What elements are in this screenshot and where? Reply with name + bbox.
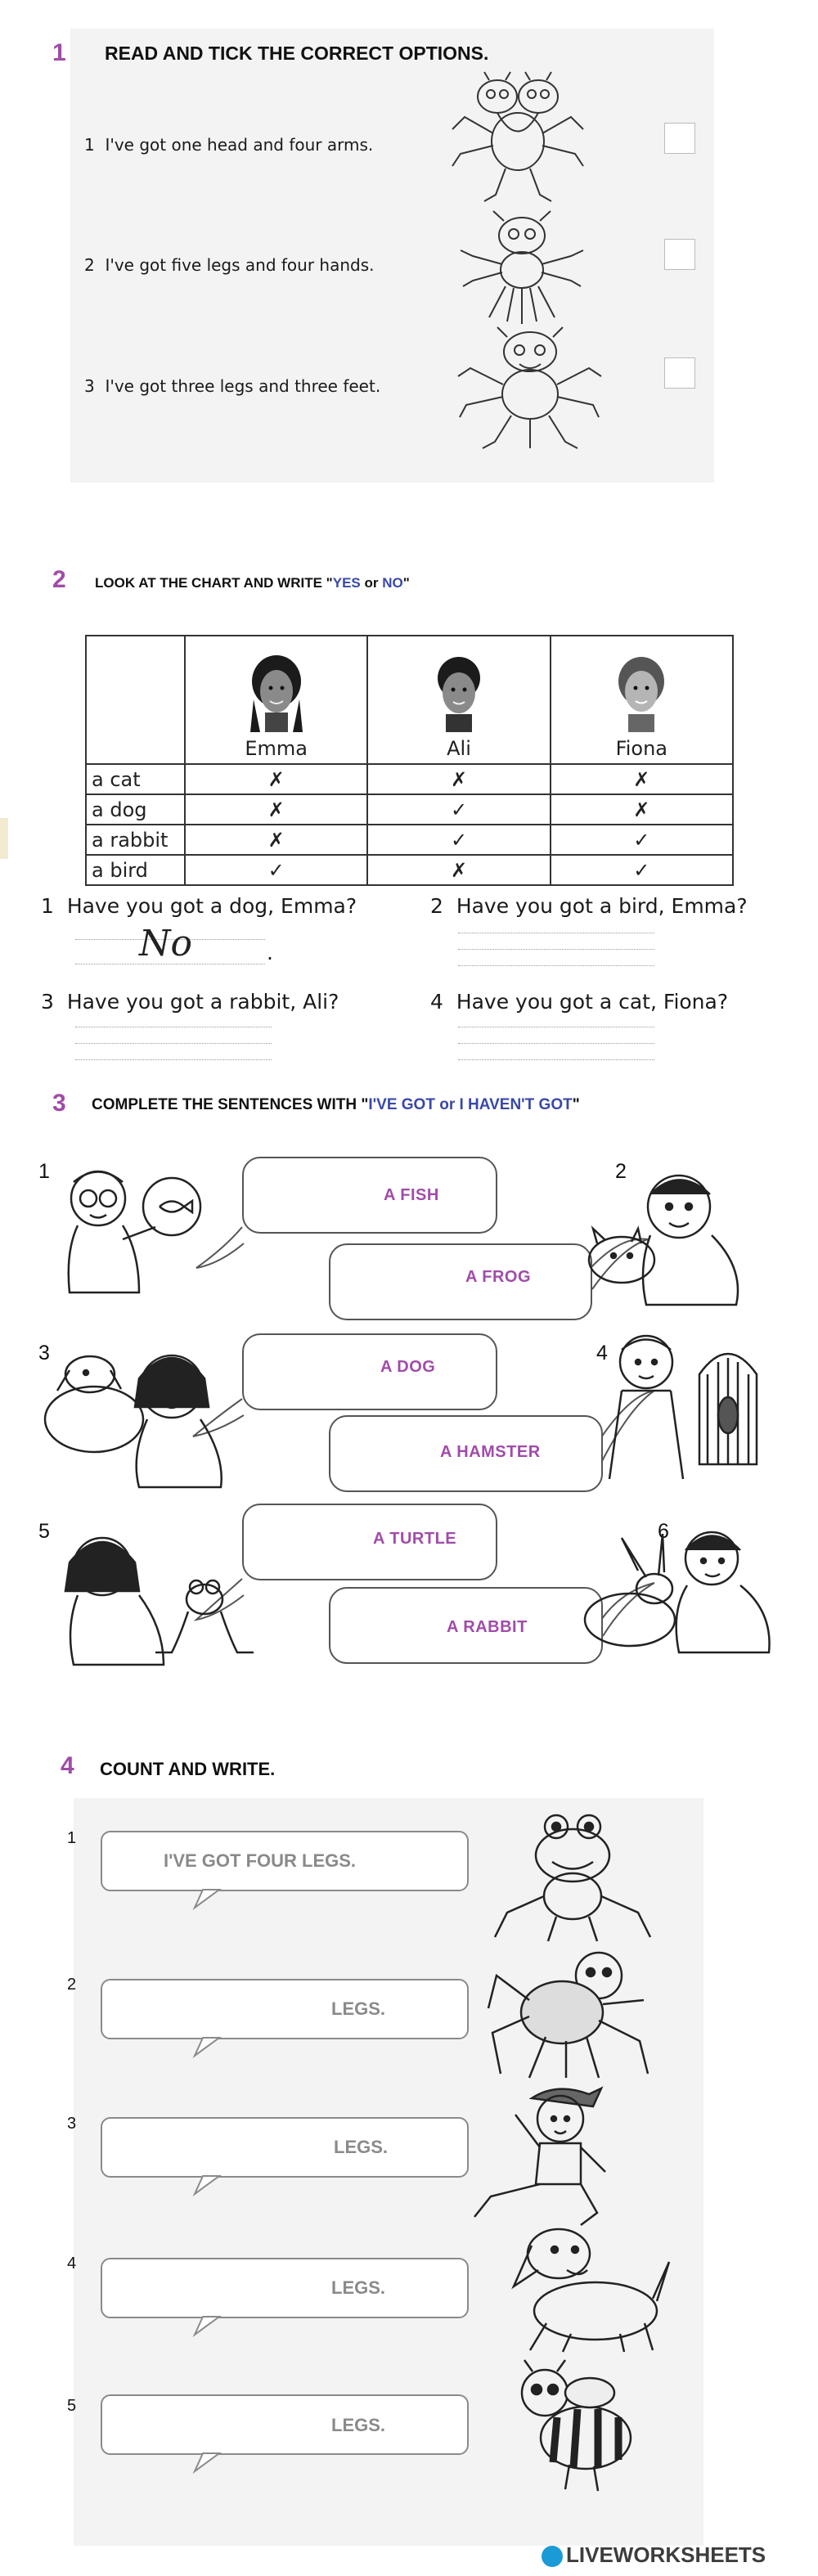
title-no: NO [382,575,403,591]
tick-mark: ✓ [551,855,733,885]
column-label: Emma [245,737,308,760]
item-number: 1 [38,1160,50,1183]
cross-mark: ✗ [551,764,733,794]
question-text: Have you got a rabbit, Ali? [66,990,339,1014]
answer-text: LEGS. [331,2277,386,2298]
answer-text: I'VE GOT FOUR LEGS. [164,1850,357,1871]
answer-line[interactable] [458,1043,654,1044]
title-text: LOOK AT THE CHART AND WRITE " [95,575,333,591]
frog-illustration [491,1806,654,1945]
cross-mark: ✗ [185,794,367,825]
answer-line[interactable] [458,1059,654,1060]
chart-col-fiona [551,636,733,764]
item-number: 3 [38,1342,50,1364]
item-text: I've got three legs and three feet. [105,376,381,396]
handwritten-answer-1[interactable]: No [139,923,192,964]
title-text: COMPLETE THE SENTENCES WITH " [92,1096,369,1113]
row-label: a cat [86,764,185,794]
title-quote: " [402,575,410,591]
question-text: Have you got a dog, Emma? [66,894,357,918]
chart-row-dog [86,794,733,825]
answer-period: . [267,941,273,964]
speech-bubble-5[interactable] [242,1504,497,1580]
item-number: 1 [84,135,95,155]
question-number: 4 [430,990,443,1014]
girl-photo [244,650,309,732]
cross-mark: ✗ [367,764,550,794]
monster-illustration-1 [448,72,587,207]
section1-number: 1 [52,39,66,66]
boy-photo [426,650,492,732]
item-number: 2 [84,255,95,275]
section2-title [95,575,410,591]
dog-illustration [481,2221,673,2356]
row-label: a dog [86,794,185,825]
bee-illustration [488,2360,651,2499]
tick-checkbox-2[interactable] [664,239,695,270]
item-number: 4 [596,1342,608,1364]
section3-title [92,1096,580,1114]
tick-mark: ✓ [551,825,733,855]
bubble-word: A HAMSTER [440,1443,541,1461]
liveworksheets-logo-icon [542,2546,563,2567]
chart-corner-cell [86,636,185,764]
item-number: 6 [658,1520,669,1543]
title-highlight: I'VE GOT or I HAVEN'T GOT [368,1096,573,1113]
tick-mark: ✓ [367,825,550,855]
item-number: 5 [38,1520,50,1543]
question-text: Have you got a bird, Emma? [456,894,748,918]
tick-mark: ✓ [185,855,367,885]
girl-with-dog-illustration [25,1342,237,1489]
question-number: 2 [430,894,443,918]
cross-mark: ✗ [185,764,367,794]
chart-row-rabbit [86,825,733,855]
spider-illustration [484,1943,656,2082]
question-4 [430,990,728,1014]
monster-illustration-3 [458,327,601,454]
bubble-word: A DOG [380,1358,436,1376]
pets-chart-table [85,635,734,886]
side-tab [0,818,8,859]
tick-checkbox-1[interactable] [664,123,695,154]
chart-header-row [86,636,733,764]
answer-text: LEGS. [334,2137,389,2157]
boy-with-rabbit-illustration [564,1522,777,1661]
question-1 [41,894,357,918]
item-number: 1 [67,1829,77,1847]
question-number: 3 [41,990,54,1014]
section1-title: READ AND TICK THE CORRECT OPTIONS. [105,43,489,64]
brand-footer[interactable]: LIVEWORKSHEETS [566,2542,766,2567]
bubble-word: A RABBIT [447,1618,528,1636]
item-number: 2 [615,1160,627,1183]
answer-text: LEGS. [331,2415,386,2435]
boy-illustration [458,2082,646,2229]
section4-title: COUNT AND WRITE. [100,1759,276,1779]
answer-line[interactable] [75,1043,272,1044]
bubble-word: A FROG [465,1268,532,1286]
item-number: 3 [67,2115,77,2133]
cross-mark: ✗ [185,825,367,855]
item-number: 5 [67,2397,77,2415]
question-2 [430,894,748,918]
girl-photo [609,650,674,732]
answer-line[interactable] [458,965,654,966]
item-number: 2 [67,1976,77,1994]
question-text: Have you got a cat, Fiona? [456,990,729,1014]
speech-bubble-2[interactable] [329,1243,592,1320]
speech-bubble-3[interactable] [242,1333,497,1410]
answer-line[interactable] [75,1059,272,1060]
bubble-word: A TURTLE [373,1530,457,1548]
title-or: or [360,575,383,591]
cross-mark: ✗ [551,794,733,825]
item-text: I've got five legs and four hands. [105,255,375,275]
question-3 [41,990,339,1014]
answer-box-tails [0,1800,818,2536]
column-label: Fiona [615,737,667,760]
row-label: a bird [86,855,185,885]
chart-col-emma [185,636,367,764]
speech-bubble-1[interactable] [242,1157,497,1234]
monster-illustration-2 [456,211,587,330]
chart-col-ali [367,636,550,764]
question-number: 1 [41,894,54,918]
girl-with-frog-illustration [57,1530,270,1669]
item-number: 3 [84,376,95,396]
chart-row-cat [86,764,733,794]
section2-number: 2 [52,566,66,593]
section3-number: 3 [52,1090,66,1117]
item-text: I've got one head and four arms. [105,135,374,155]
bubble-word: A FISH [384,1186,439,1204]
boy-with-parrot-cage-illustration [585,1317,781,1481]
boy-with-fishbowl-illustration [41,1162,204,1301]
title-yes: YES [332,575,361,591]
item-number: 4 [67,2255,77,2273]
answer-line[interactable] [458,949,654,950]
section1-item-1 [84,135,373,155]
section1-item-3 [84,376,380,396]
chart-row-bird [86,855,733,885]
answer-text: LEGS. [331,1998,386,2019]
row-label: a rabbit [86,825,185,855]
section4-number: 4 [61,1752,74,1779]
tick-mark: ✓ [367,794,550,825]
cross-mark: ✗ [367,855,550,885]
tick-checkbox-3[interactable] [664,357,695,389]
title-quote: " [572,1096,580,1113]
column-label: Ali [447,737,471,760]
section1-item-2 [84,255,375,275]
boy-with-cat-illustration [573,1162,777,1309]
